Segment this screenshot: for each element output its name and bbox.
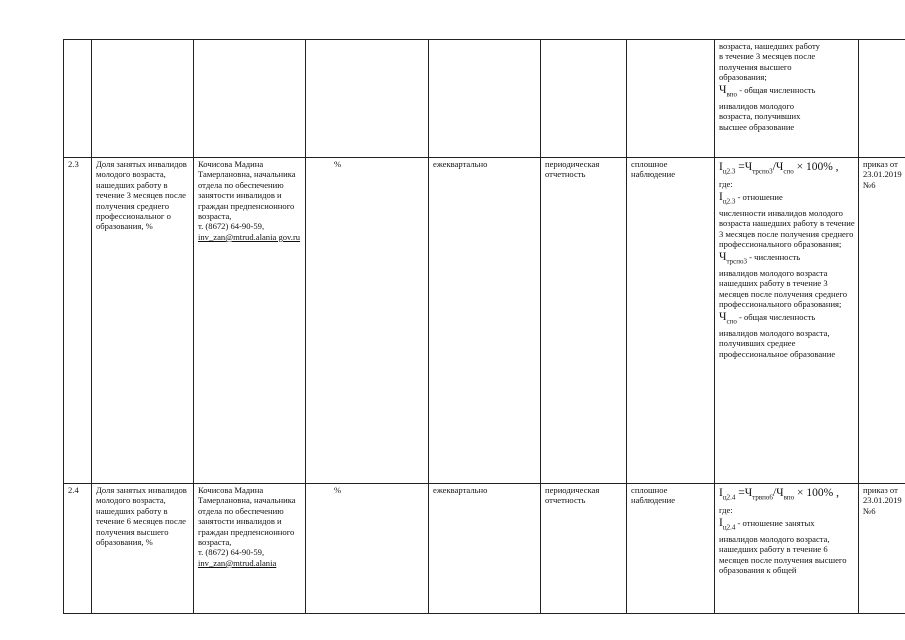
symbol-definition: $I_{ц2.3}$ - отношение xyxy=(719,190,783,205)
formula: $I_{ц2.3} =Ч_{трспо3}/Ч_{спо} \times 100\%$ , xyxy=(719,161,839,176)
cell-unit xyxy=(306,158,429,484)
cell-name: Доля занятых инвалидов молодого возраста, нашедших работу в течение 3 месяцев после получения среднего профессиональног о образования, % xyxy=(92,158,194,484)
cell-source: периодическая отчетность xyxy=(541,158,627,484)
definition-text: инвалидов молодого возраста, получивших среднее профессиональное образование xyxy=(719,327,836,359)
cell-order xyxy=(859,40,905,158)
where-label: где: xyxy=(719,505,733,516)
cell-order: приказ от 23.01.2019 №6 xyxy=(859,484,905,614)
definition-line: возраста, получивших xyxy=(719,111,801,122)
unit-value: % xyxy=(334,159,342,169)
email-link[interactable]: inv_zan@mtrud.alania gov.ru xyxy=(198,231,301,242)
method-line: возраста, нашедших работу xyxy=(719,41,820,51)
cell-source xyxy=(541,40,627,158)
method-line: получения высшего xyxy=(719,61,792,72)
definition-text: инвалидов молодого возраста, нашедших работу в течение 6 месяцев после получения высшего образования к общей xyxy=(719,534,847,576)
cell-method xyxy=(627,40,715,158)
unit-value: % xyxy=(334,485,342,495)
cell-name: Доля занятых инвалидов молодого возраста, нашедших работу в течение 6 месяцев после получения высшего образования, % xyxy=(92,484,194,614)
symbol-definition: $I_{ц2.4}$ - отношение занятых xyxy=(719,516,815,531)
definition-text: инвалидов молодого возраста нашедших работу в течение 3 месяцев после получения среднего профессионального образования; xyxy=(719,267,848,310)
cell-num: 2.3 xyxy=(64,158,92,484)
table-row xyxy=(64,158,905,484)
where-label: где: xyxy=(719,179,733,190)
cell-method: сплошное наблюдение xyxy=(627,484,715,614)
method-line: в течение 3 месяцев после xyxy=(719,51,816,62)
responsible-person: Кочисова Мадина Тамерлановна, начальника отдела по обеспечению занятости инвалидов и граждан предпенсионного возраста, xyxy=(198,485,296,548)
cell-responsible xyxy=(194,158,306,484)
definition-line: инвалидов молодого xyxy=(719,100,795,111)
cell-unit xyxy=(306,40,429,158)
cell-period: ежеквартально xyxy=(429,484,541,614)
formula: $I_{ц2.4} =Ч_{трвпо6}/Ч_{впо} \times 100\%$ , xyxy=(719,487,839,502)
symbol-definition: $Ч_{впо}$ - общая численность xyxy=(719,83,816,98)
cell-calculation xyxy=(715,484,859,614)
cell-order: приказ от 23.01.2019 №6 xyxy=(859,158,905,484)
cell-calculation xyxy=(715,158,859,484)
cell-unit xyxy=(306,484,429,614)
method-line: образования; xyxy=(719,72,767,83)
cell-num: 2.4 xyxy=(64,484,92,614)
cell-name xyxy=(92,40,194,158)
cell-calculation xyxy=(715,40,859,158)
responsible-person: Кочисова Мадина Тамерлановна, начальника отдела по обеспечению занятости инвалидов и граждан предпенсионного возраста, xyxy=(198,159,296,222)
cell-method: сплошное наблюдение xyxy=(627,158,715,484)
cell-period: ежеквартально xyxy=(429,158,541,484)
table-row xyxy=(64,40,905,158)
phone: т. (8672) 64-90-59, xyxy=(198,547,265,558)
cell-responsible xyxy=(194,40,306,158)
symbol-definition: $Ч_{трспо3}$ - численность xyxy=(719,250,801,265)
table-row xyxy=(64,484,905,614)
cell-num xyxy=(64,40,92,158)
symbol-definition: $Ч_{спо}$ - общая численность xyxy=(719,310,816,325)
phone: т. (8672) 64-90-59, xyxy=(198,221,265,232)
cell-period xyxy=(429,40,541,158)
email-link[interactable]: inv_zan@mtrud.alania xyxy=(198,557,277,568)
definition-text: численности инвалидов молодого возраста нашедших работу в течение 3 месяцев после получения среднего профессионального образования; xyxy=(719,208,855,250)
cell-source: периодическая отчетность xyxy=(541,484,627,614)
cell-responsible xyxy=(194,484,306,614)
definition-line: высшее образование xyxy=(719,121,795,132)
indicators-table xyxy=(63,39,905,614)
